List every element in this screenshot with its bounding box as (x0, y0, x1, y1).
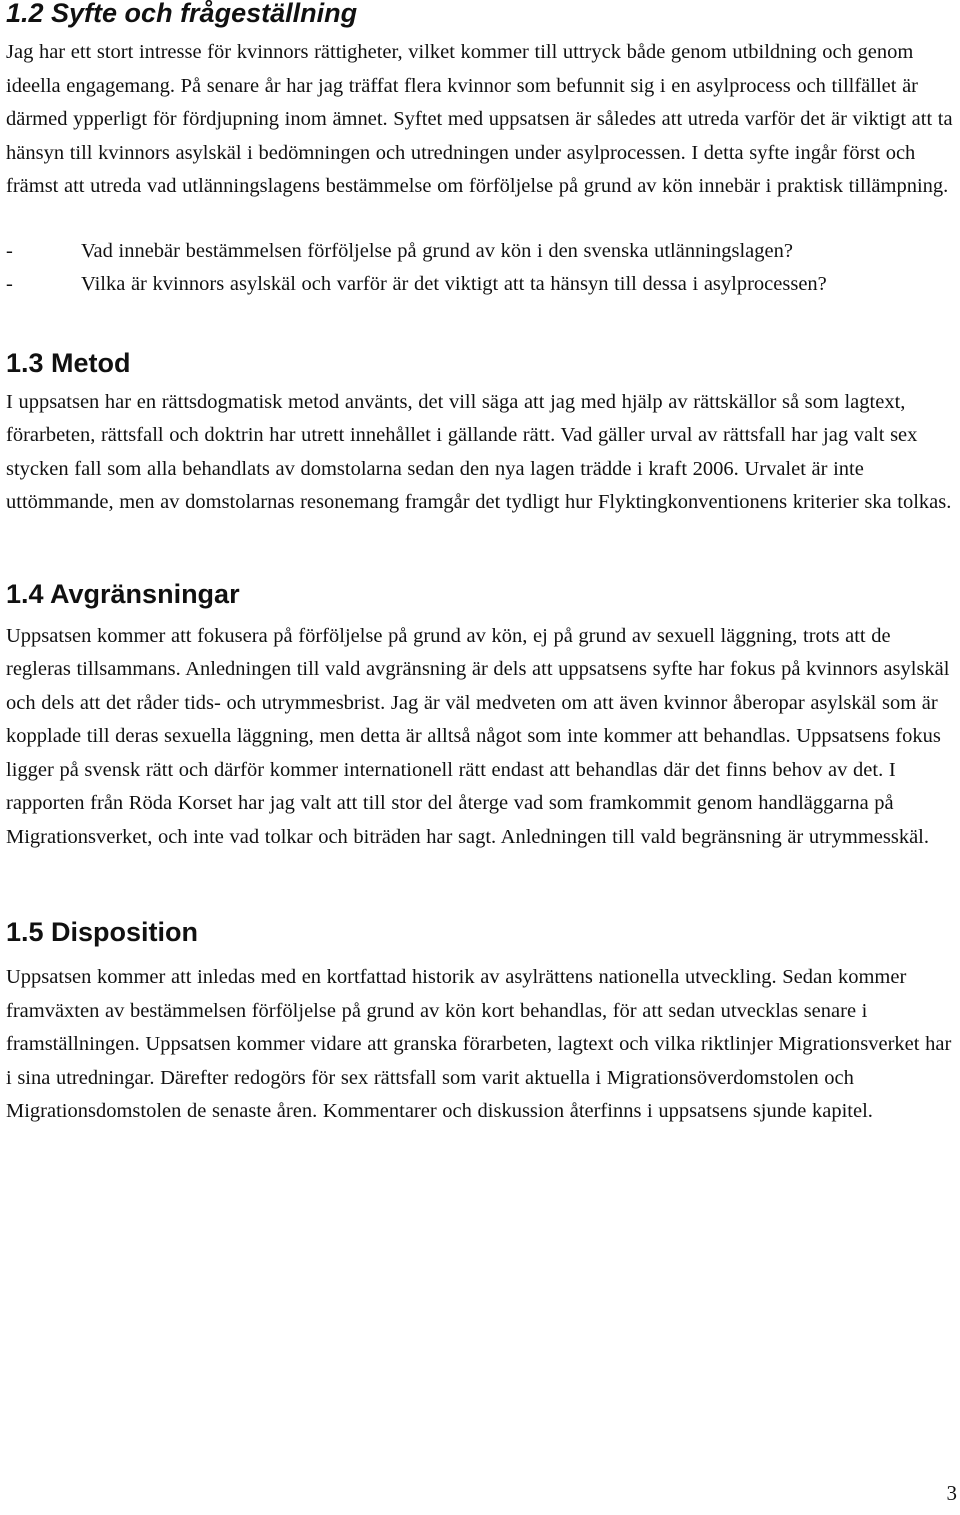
section-paragraph-syfte: Jag har ett stort intresse för kvinnors rättigheter, vilket kommer till uttryck både genom utbildning och genom ideella engagemang. På senare år har jag träffat flera kvinnor som befunnit sig i en asylprocess och tillfället är därmed ypperligt för fördjupning inom ämnet. Syftet med uppsatsen är således att utreda varför det är viktigt att ta hänsyn till kvinnors asylskäl i bedömningen och utredningen under asylprocessen. I detta syfte ingår först och främst att utreda vad utlänningslagens bestämmelse om förföljelse på grund av kön innebär i praktisk tillämpning. (6, 41, 953, 197)
list-item-text: Vilka är kvinnors asylskäl och varför är det viktigt att ta hänsyn till dessa i asylprocessen? (81, 273, 827, 295)
section-paragraph-metod: I uppsatsen har en rättsdogmatisk metod använts, det vill säga att jag med hjälp av rättskällor så som lagtext, förarbeten, rättsfall och doktrin har utrett innehållet i gällande rätt. Vad gäller urval av rättsfall har jag valt sex stycken fall som alla behandlats av domstolarna sedan den nya lagen trädde i kraft 2006. Urvalet är inte uttömmande, men av domstolarnas resonemang framgår det tydligt hur Flyktingkonventionens kriterier ska tolkas. (6, 390, 952, 513)
research-questions-list (6, 235, 956, 302)
section-paragraph-avgransningar: Uppsatsen kommer att fokusera på förföljelse på grund av kön, ej på grund av sexuell läggning, trots att de regleras tillsammans. Anledningen till vald avgränsning är dels att uppsatsens syfte har fokus på kvinnors asylskäl och dels att det råder tids- och utrymmesbrist. Jag är väl medveten om att även kvinnor åberopar asylskäl som är kopplade till deras sexuella läggning, men detta är alltså något som inte kommer att behandlas. Uppsatsens fokus ligger på svensk rätt och därför kommer internationell rätt endast att behandlas där det finns behov av det. I rapporten från Röda Korset har jag valt att till stor del återge vad som framkommit genom handläggarna på Migrationsverket, och inte vad tolkar och biträden har sagt. Anledningen till vald begränsning är utrymmesskäl. (6, 624, 950, 848)
section-heading-syfte: 1.2 Syfte och frågeställning (6, 0, 358, 28)
list-item (6, 235, 956, 269)
list-dash: - (6, 273, 13, 295)
document-page (6, 0, 956, 1129)
list-item (6, 268, 956, 302)
section-heading-metod: 1.3 Metod (6, 347, 131, 378)
list-item-text: Vad innebär bestämmelsen förföljelse på grund av kön i den svenska utlänningslagen? (81, 239, 793, 262)
list-dash: - (6, 239, 13, 262)
page-number: 3 (946, 1481, 957, 1505)
section-heading-disposition: 1.5 Disposition (6, 917, 199, 947)
section-heading-avgransningar: 1.4 Avgränsningar (6, 578, 240, 609)
section-paragraph-disposition: Uppsatsen kommer att inledas med en kortfattad historik av asylrättens nationella utveckling. Sedan kommer framväxten av bestämmelsen förföljelse på grund av kön kort behandlas, för att sedan utvecklas senare i framställningen. Uppsatsen kommer vidare att granska förarbeten, lagtext och vilka riktlinjer Migrationsverket har i sina utredningar. Därefter redogörs för sex rättsfall som varit aktuella i Migrationsöverdomstolen och Migrationsdomstolen de senaste åren. Kommentarer och diskussion återfinns i uppsatsens sjunde kapitel. (6, 966, 952, 1122)
